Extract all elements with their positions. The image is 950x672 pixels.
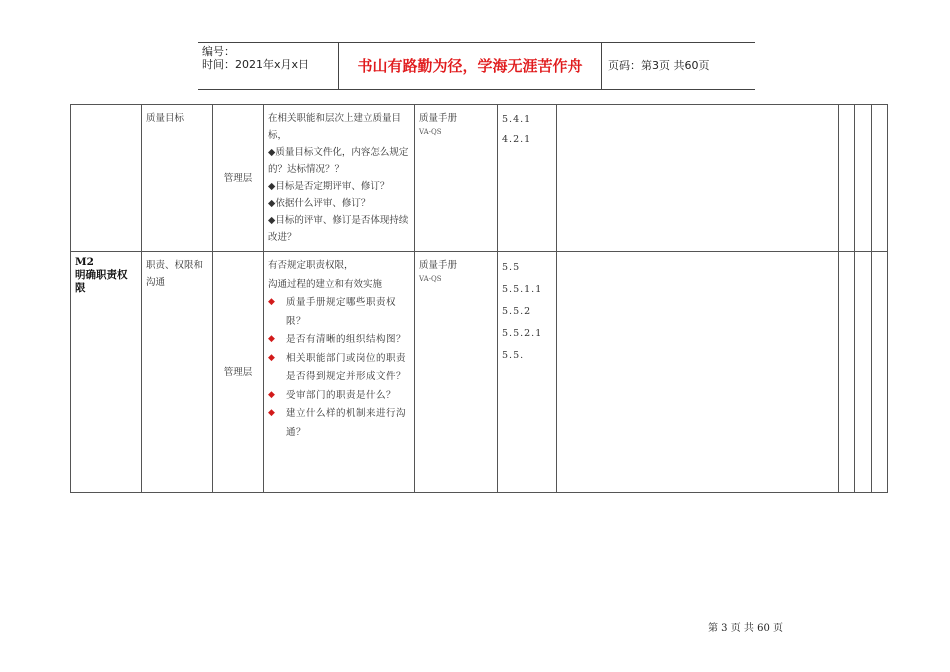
check-cell[interactable] [872,252,888,493]
doc-cell [415,252,498,493]
question-item: ◆ 相关职能部门或岗位的职责是否得到规定并形成文件？ [268,350,410,387]
notes-cell[interactable] [557,105,839,252]
motto: 书山有路勤为径，学海无涯苦作舟 [338,43,602,89]
red-bullet-icon: ◆ [268,408,275,418]
check-cell[interactable] [872,105,888,252]
clause-cell [498,252,557,493]
code-cell [71,252,142,493]
check-cell[interactable] [839,105,855,252]
clause-item: 5.5.2 [502,306,532,317]
page-footer: 第 3 页 共 60 页 [708,623,783,634]
check-cell[interactable] [855,252,872,493]
question-item: ◆ 质量手册规定哪些职责权限？ [268,294,410,331]
check-cell[interactable] [855,105,872,252]
content-cell [264,252,415,493]
question-item: ◆依据什么评审、修订？ [268,198,371,209]
section-title: 明确职责权限 [75,269,128,294]
page-header [198,42,755,90]
doc-code: VA-QS [419,275,442,283]
page-code: 页码：第3页 共60页 [608,59,710,72]
doc-name: 质量手册 [419,113,458,124]
red-bullet-icon: ◆ [268,297,275,307]
section-code: M2 [75,256,94,268]
time-label: 时间：2021年x月x日 [202,58,310,71]
question-item: ◆目标的评审、修订是否体现持续改进？ [268,215,409,243]
red-bullet-icon: ◆ [268,389,275,400]
code-cell [71,105,142,252]
topic-cell: 职责、权限和沟通 [142,252,213,493]
question-item: ◆质量目标文件化，内容怎么规定的？达标情况？？ [268,147,409,175]
doc-code: VA-QS [419,128,442,136]
intro-text: 沟通过程的建立和有效实施 [268,278,383,290]
responsible-cell: 管理层 [213,252,264,493]
content-cell [264,105,415,252]
clause-item: 5.5 [502,262,521,273]
responsible-cell: 管理层 [213,105,264,252]
doc-cell [415,105,498,252]
intro-text: 在相关职能和层次上建立质量目标， [268,113,402,141]
clause-cell [498,105,557,252]
check-cell[interactable] [839,252,855,493]
clause-item: 5.5. [502,350,525,361]
question-item: ◆ 受审部门的职责是什么？ [268,387,410,406]
clause-item: 5.4.1 [502,114,532,125]
notes-cell[interactable] [557,252,839,493]
number-label: 编号： [202,45,235,58]
question-item: ◆目标是否定期评审、修订？ [268,181,390,192]
table-row [71,252,888,493]
table-row [71,105,888,252]
red-bullet-icon: ◆ [268,352,275,363]
intro-text: 有否规定职责权限， [268,260,354,271]
header-meta [198,43,338,89]
question-item: ◆ 是否有清晰的组织结构图？ [268,331,410,350]
doc-name: 质量手册 [419,260,458,271]
red-bullet-icon: ◆ [268,334,275,344]
clause-item: 5.5.2.1 [502,328,543,339]
audit-table [70,104,888,493]
clause-item: 5.5.1.1 [502,284,543,295]
question-item: ◆ 建立什么样的机制来进行沟通？ [268,405,410,442]
clause-item: 4.2.1 [502,134,532,145]
topic-cell: 质量目标 [142,105,213,252]
